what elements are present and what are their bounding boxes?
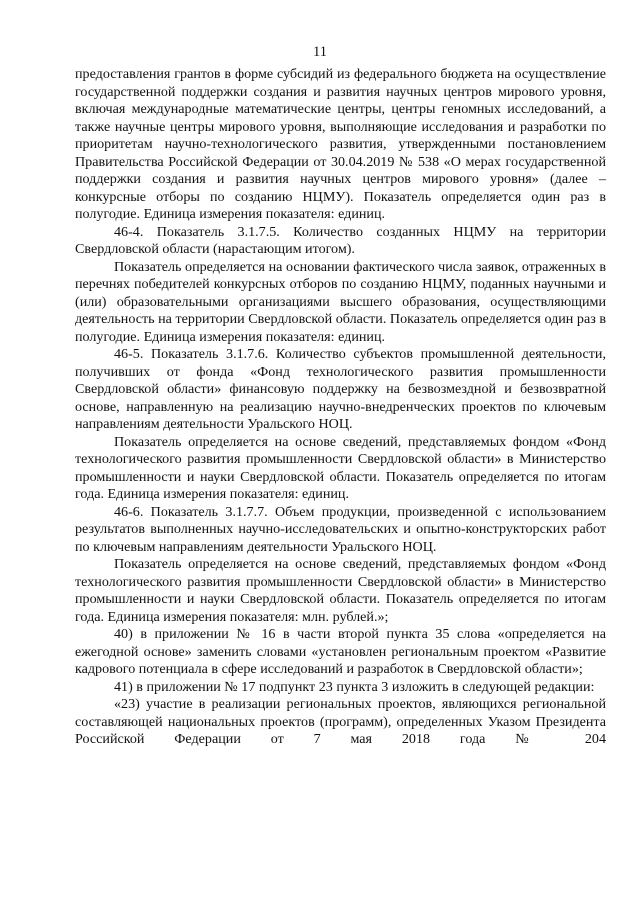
paragraph-46-6: 46-6. Показатель 3.1.7.7. Объем продукции, произведенной с использованием результатов выполненных научно-исследовательских и опытно-конструкторских работ по ключевым направлениям деятельности Уральского НОЦ.: [75, 503, 606, 555]
paragraph-46-6-method: Показатель определяется на основе сведений, представляемых фондом «Фонд технологического развития промышленности Свердловской области» в Министерство промышленности и науки Свердловской области. Показатель определяется по итогам года. Единица измерения показателя: млн. рублей.»;: [75, 556, 606, 625]
paragraph-grants-continuation: предоставления грантов в форме субсидий из федерального бюджета на осуществление государственной поддержки создания и развития научных центров мирового уровня, включая международные математические центры, центры геномных исследований, а также научные центры мирового уровня, выполняющие исследования и разработки по приоритетам научно-технологического развития, утвержденными постановлением Правительства Российской Федерации от 30.04.2019 № 538 «О мерах государственной поддержки создания и развития научных центров мирового уровня» (далее – конкурсные отборы по созданию НЦМУ). Показатель определяется один раз в полугодие. Единица измерения показателя: единиц.: [75, 66, 606, 222]
paragraph-46-5-method: Показатель определяется на основе сведений, представляемых фондом «Фонд технологического развития промышленности Свердловской области» в Министерство промышленности и науки Свердловской области. Показатель определяется по итогам года. Единица измерения показателя: единиц.: [75, 433, 606, 502]
paragraph-item-41: 41) в приложении № 17 подпункт 23 пункта 3 изложить в следующей редакции:: [114, 678, 595, 695]
paragraph-46-4-method: Показатель определяется на основании фактического числа заявок, отраженных в перечнях победителей конкурсных отборов по созданию НЦМУ, поданных научными и (или) образовательными организациями высшего образования, осуществляющими деятельность на территории Свердловской области. Показатель определяется один раз в полугодие. Единица измерения показателя: единиц.: [75, 258, 606, 345]
paragraph-46-4: 46-4. Показатель 3.1.7.5. Количество созданных НЦМУ на территории Свердловской области (нарастающим итогом).: [75, 223, 606, 257]
paragraph-item-40: 40) в приложении № 16 в части второй пункта 35 слова «определяется на ежегодной основе» заменить словами «установлен региональным проектом «Развитие кадрового потенциала в сфере исследований и разработок в Свердловской области»;: [75, 626, 606, 677]
paragraph-subitem-23: «23) участие в реализации региональных проектов, являющихся региональной составляющей национальных проектов (программ), определенных Указом Президента Российской Федерации от 7 мая 2018 года № 204: [75, 696, 606, 747]
paragraph-46-5: 46-5. Показатель 3.1.7.6. Количество субъектов промышленной деятельности, получивших от фонда «Фонд технологического развития промышленности Свердловской области» финансовую поддержку на безвозмездной и безвозвратной основе, направленную на реализацию научно-внедренческих проектов по ключевым направлениям деятельности Уральского НОЦ.: [75, 346, 606, 432]
document-body: [75, 66, 606, 749]
page-number: 11: [313, 44, 327, 60]
